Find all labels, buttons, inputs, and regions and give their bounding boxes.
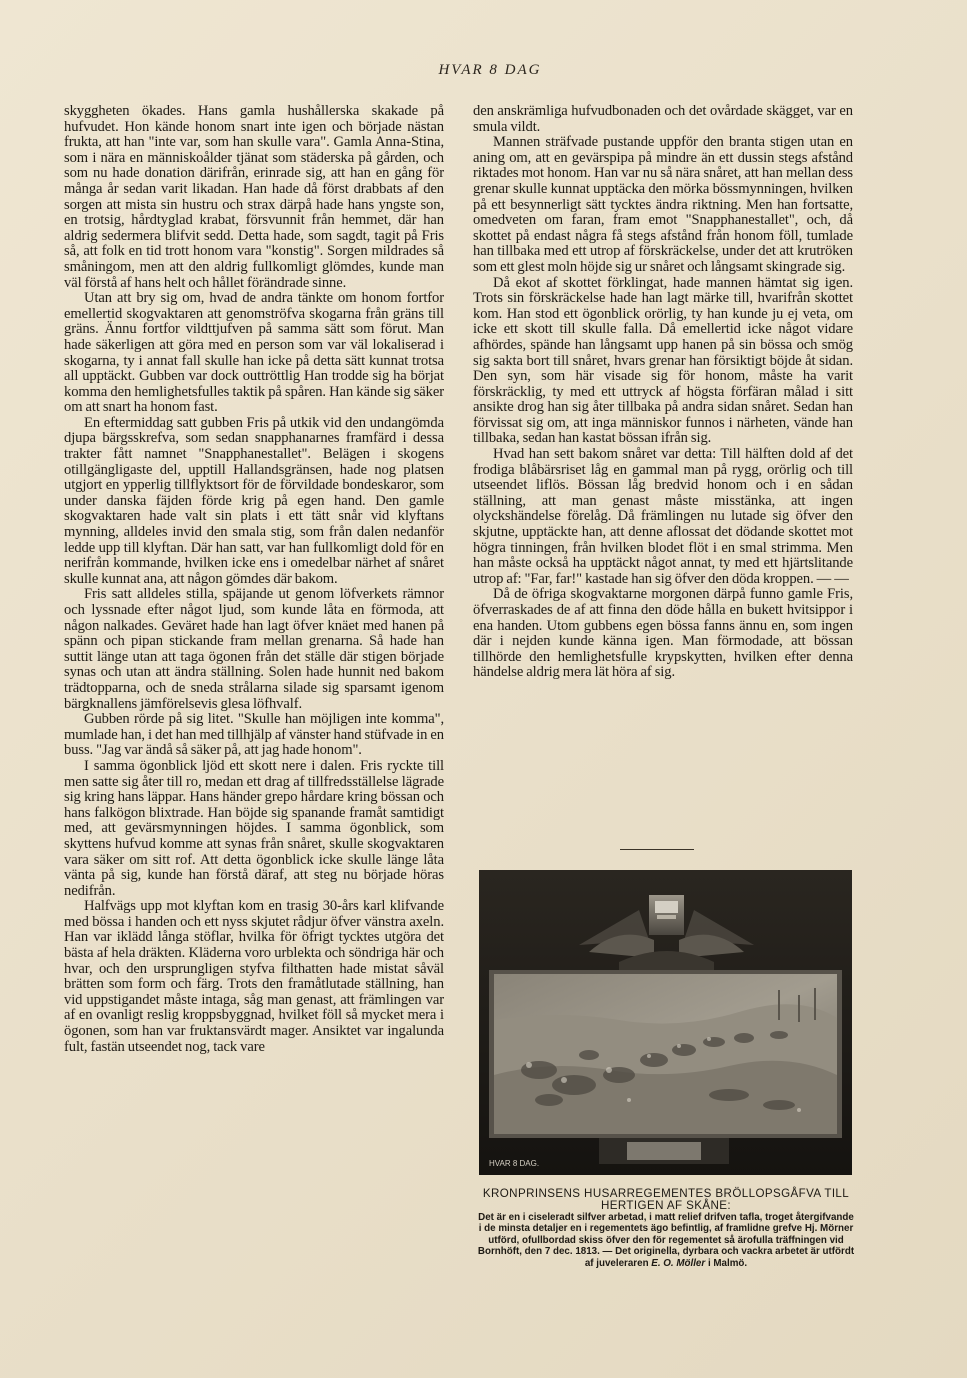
paragraph: den anskrämliga hufvudbonaden och det ovårdade skägget, var en smula vildt. bbox=[473, 104, 853, 135]
article-column-left bbox=[64, 104, 444, 1294]
paragraph: Utan att bry sig om, hvad de andra tänkte om honom fortfor emellertid skogvaktaren att genomströfva skogarna från gräns till gräns. Ännu fortfor vildttjufven på samma sätt som förut. Man hade säkerligen att göra med en person som var väl lokaliserad i skogarna, ty i annat fall skulle han icke på detta sätt kunnat trotsa all upptäckt. Gubben var dock outtröttlig Han trodde sig ha börjat komma den hemlighetsfulles taktik på spåren. Han kände sig säker om att snart ha honom fast. bbox=[64, 290, 444, 416]
paragraph: Då de öfriga skogvaktarne morgonen därpå funno gamle Fris, öfverraskades de af att finna den döde hålla en bukett hvitsippor i ena handen. Utom gubbens egen bössa fanns ännu en, som ingen där i nejden kunde känna igen. Man förmodade, att bössan tillhörde den hemlighetsfulle krypskytten, hvilken efter denna händelse aldrig mera lät höra af sig. bbox=[473, 586, 853, 681]
caption-body bbox=[476, 1212, 856, 1269]
photo-credit-label: HVAR 8 DAG. bbox=[489, 1159, 540, 1168]
paragraph: Fris satt alldeles stilla, späjande ut genom löfverkets rämnor och lyssnade efter något ljud, som kunde låta en förmoda, att någon nalkades. Geväret hade han lagt öfver knäet med hanen på spänn och pipan stickande fram mellan grenarna. Så hade han suttit länge utan att taga ögonen från det ställe där stigen började synas och utan att ändra ställning. Solen hade hunnit ned bakom trädtopparna, och de sneda strålarna silade sig sparsamt igenom bärgknallens jämförelsevis glesa löfhvalf. bbox=[64, 586, 444, 712]
caption-title: KRONPRINSENS HUSARREGEMENTES BRÖLLOPSGÅFVA TILL HERTIGEN AF SKÅNE: bbox=[482, 1187, 850, 1212]
photo-caption bbox=[476, 1188, 856, 1269]
paragraph: Mannen sträfvade pustande uppför den branta stigen utan en aning om, att en gevärspipa på mindre än ett dussin stegs afstånd riktades mot honom. Han var nu så nära snåret, att han mellan dess grenar skulle kunnat upptäcka den mörka bössmynningen, hvilken på ett besynnerligt sätt tycktes ändra riktning. Men han fortsatte, omedveten om faran, fram emot "Snapphanestallet", och, då skottet på endast några få stegs afstånd från honom föll, tumlade han tillbaka med ett utrop af förskräckelse, under det att krutröken som ett glest moln höjde sig ur snåret och långsamt skingrade sig. bbox=[473, 134, 853, 275]
paragraph: I samma ögonblick ljöd ett skott nere i dalen. Fris ryckte till men satte sig åter till ro, medan ett drag af tillfredsställelse lägrade sig kring hans läppar. Hans händer grepo hårdare kring bössan och hans falkögon blixtrade. Han böjde sig spanande framåt samtidigt med, att gevärsmynningen höjdes. I samma ögonblick, som skyttens hufvud komme att synas från snåret, skulle skogvaktaren vara säker om sitt rof. Att detta ögonblick icke skulle länge låta vänta på sig, kunde han förstå däraf, att steg nu började höras nedifrån. bbox=[64, 757, 444, 899]
paragraph: Hvad han sett bakom snåret var detta: Till hälften dold af det frodiga blåbärsriset låg en gammal man på rygg, orörlig och till utseendet liflös. Bössan låg bredvid honom och i en sådan ställning, att man genast måste misstänka, att ingen olyckshändelse förelåg. Då främlingen nu lutade sig öfver den skjutne, upptäckte han, att denne aflossat det dödande skottet mot högra tinningen, från hvilken blodet flöt i en smal strimma. Men han måste också ha upptäckt något annat, ty med ett hjärtslitande utrop af: "Far, far!" kastade han sig öfver den döda kroppen. — — bbox=[473, 446, 853, 587]
caption-text: Det är en i ciseleradt silfver arbetad, i matt relief drifven tafla, troget återgifvande i de minsta detaljer en i regementets ägo befintlig, af framlidne grefve Hj. Mörner utförd, ofullbordad skiss öfver den för regementet så ärofulla träffningen vid Bornhöft, den 7 dec. 1813. — Det originella, dyrbara och vackra arbetet är utfördt af juveleraren bbox=[477, 1212, 855, 1269]
paragraph: Gubben rörde på sig litet. "Skulle han möjligen inte komma", mumlade han, i det han med tillhjälp af vänster hand stüfvade in en buss. "Jag var ändå så säker på, att jag hade honom". bbox=[64, 711, 444, 759]
relief-photograph-image bbox=[479, 870, 852, 1175]
caption-maker: E. O. Möller bbox=[651, 1257, 706, 1269]
relief-photograph bbox=[479, 870, 852, 1175]
paragraph: Halfvägs upp mot klyftan kom en trasig 30-års karl klifvande med bössa i handen och ett nyss skjutet rådjur öfver vänstra axeln. Han var iklädd långa stöflar, hvilka för öfrigt tycktes utgöra det bästa af hela dräkten. Kläderna voro urblekta och söndriga här och hvar, och den ursprungligen styfva filthatten hade mistat såväl brätten som form och färg. Trots den framåtlutade ställning, han vid uppstigandet måste intaga, såg man genast, att främlingen var af en ovanligt reslig kroppsbyggnad, hvilket föll så mycket mera i ögonen, som han var fruktansvärdt mager. Ansiktet var ingalunda fult, fastän utseendet nog, tack vare bbox=[64, 898, 444, 1055]
paragraph: Då ekot af skottet förklingat, hade mannen hämtat sig igen. Trots sin förskräckelse hade han lagt märke till, hvarifrån skottet kom. Han stod ett ögonblick orörlig, ty han kunde ju ej veta, om icke ett skott till skulle falla. Då emellertid icke något vidare afhördes, spände han långsamt upp hanen på sin bössa och smög sig sakta bort till snåret, hvars grenar han försiktigt böjde åt sidan. Den syn, som här visade sig för honom, måste ha varit förskräcklig, ty med ett uttryck af högsta förfäran målad i sitt ansikte drog han sig åter tillbaka på andra sidan snåret. Sedan han förvissat sig om, att inga människor funnos i närheten, vände han tillbaka, sedan han kastat bössan ifrån sig. bbox=[473, 274, 853, 447]
article-column-right bbox=[473, 104, 853, 834]
paragraph: skyggheten ökades. Hans gamla hushållerska skakade på hufvudet. Hon kände honom snart inte igen och började nästan frukta, att han "inte var, som han skulle vara". Gamla Anna-Stina, som i nära en människoålder tjänat som städerska på gården, och som nu hade donation därifrån, erinrade sig, att han en gång för många år sedan varit likadan. Han hade då först drabbats af den sorgen att mista sin hustru och strax därpå hade hans yngste son, en trotsig, hårdtyglad krabat, försvunnit från hemmet, där han aldrig sedermera blifvit sedd. Detta hade, som sagdt, tagit på Fris så, att folk en tid trott honom vara "konstig". Sorgen mildrades så småningom, men att den aldrig fullkomligt glömdes, kunde man väl förstå af hans helt och hållet förändrade sinne. bbox=[64, 104, 444, 291]
section-divider bbox=[620, 849, 694, 850]
paragraph: En eftermiddag satt gubben Fris på utkik vid den undangömda djupa bärgsskrefva, som sedan snapphanarnes framfärd i dessa trakter fått namnet "Snapphanestallet". Belägen i skogens otillgängligaste del, upptill Hallandsgränsen, hade nog platsen utgjort en ypperlig tillflyktsort för de förvildade bondeskaror, som under danska fäjden förde krig på egen hand. Den gamle skogvaktaren hade valt sin plats i ett tätt snår vid klyftans mynning, alldeles invid den smala stig, som från dalen nedanför ledde upp till klyftan. Där han satt, var han fullkomligt dold för en nerifrån kommande, hvilken icke ens i omedelbar närhet af snåret skulle kunnat ana, att någon gömdes där bakom. bbox=[64, 414, 444, 587]
caption-city: i Malmö. bbox=[707, 1257, 748, 1269]
running-header: HVAR 8 DAG bbox=[438, 62, 542, 78]
